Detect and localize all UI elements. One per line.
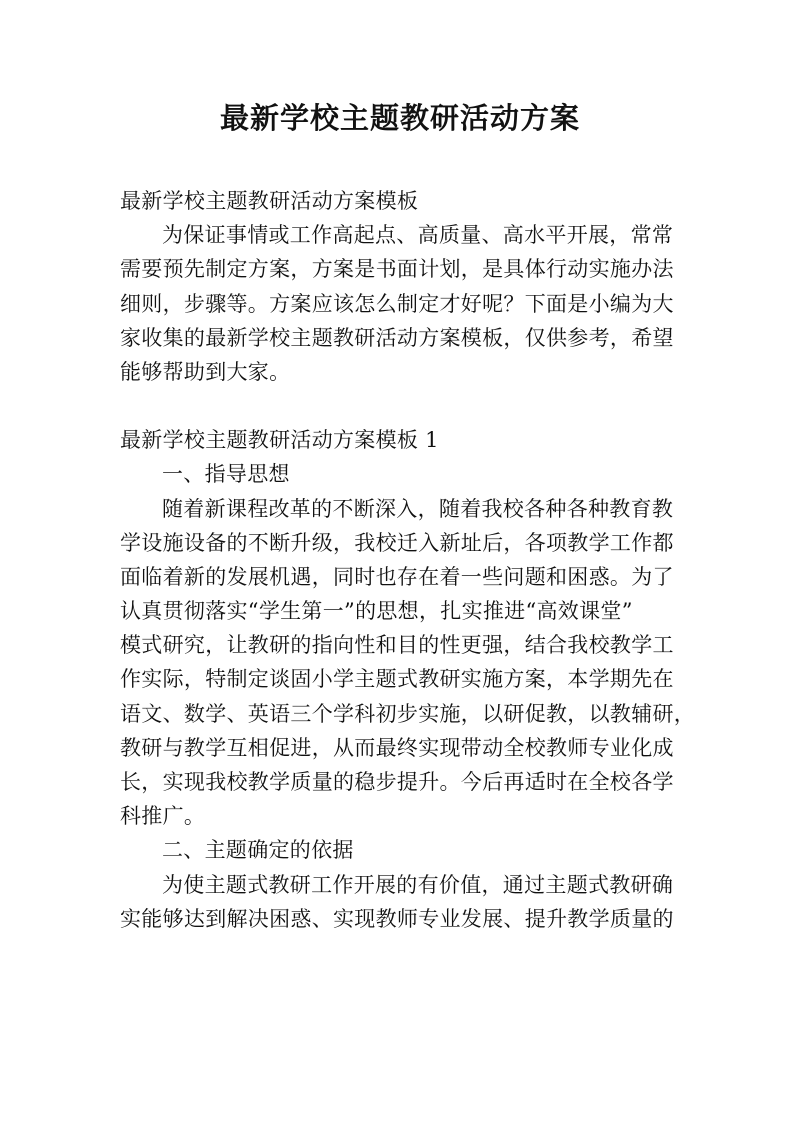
text-line: 长，实现我校教学质量的稳步提升。今后再适时在全校各学 [120,770,674,794]
document-body [120,184,696,936]
text-line: 二、主题确定的依据 [162,838,354,863]
paragraph-gap [120,389,690,423]
text-line: 家收集的最新学校主题教研活动方案模板，仅供参考，希望 [120,325,674,350]
text-line: 一、指导思想 [162,462,290,487]
text-line: 为保证事情或工作高起点、高质量、高水平开展，常常 [162,223,674,248]
text-line: 语文、数学、英语三个学科初步实施，以研促教，以教辅研， [120,701,696,726]
document-title: 最新学校主题教研活动方案 [219,101,580,135]
text-line: 教研与教学互相促进，从而最终实现带动全校教师专业化成 [120,735,674,760]
text-line: 为使主题式教研工作开展的有价值，通过主题式教研确 [162,872,674,897]
text-line: 能够帮助到大家。 [120,359,291,384]
text-line: 学设施设备的不断升级，我校迁入新址后，各项教学工作都 [120,530,674,555]
text-line: 需要预先制定方案，方案是书面计划，是具体行动实施办法 [120,257,674,282]
text-line: 最新学校主题教研活动方案模板 1 [120,428,439,453]
text-line: 随着新课程改革的不断深入，随着我校各种各种教育教 [162,496,674,521]
text-line: 科推广。 [120,804,206,829]
text-line: 细则，步骤等。方案应该怎么制定才好呢？下面是小编为大 [120,291,674,316]
text-line: 模式研究，让教研的指向性和目的性更强，结合我校教学工 [120,633,674,658]
text-line: 认真贯彻落实“学生第一”的思想，扎实推进“高效课堂” [120,599,633,624]
text-line: 面临着新的发展机遇，同时也存在着一些问题和困惑。为了 [120,564,674,589]
text-line: 最新学校主题教研活动方案模板 [120,189,419,213]
text-line: 实能够达到解决困惑、实现教师专业发展、提升教学质量的 [120,906,674,931]
text-line: 作实际，特制定谈固小学主题式教研实施方案，本学期先在 [120,667,674,692]
